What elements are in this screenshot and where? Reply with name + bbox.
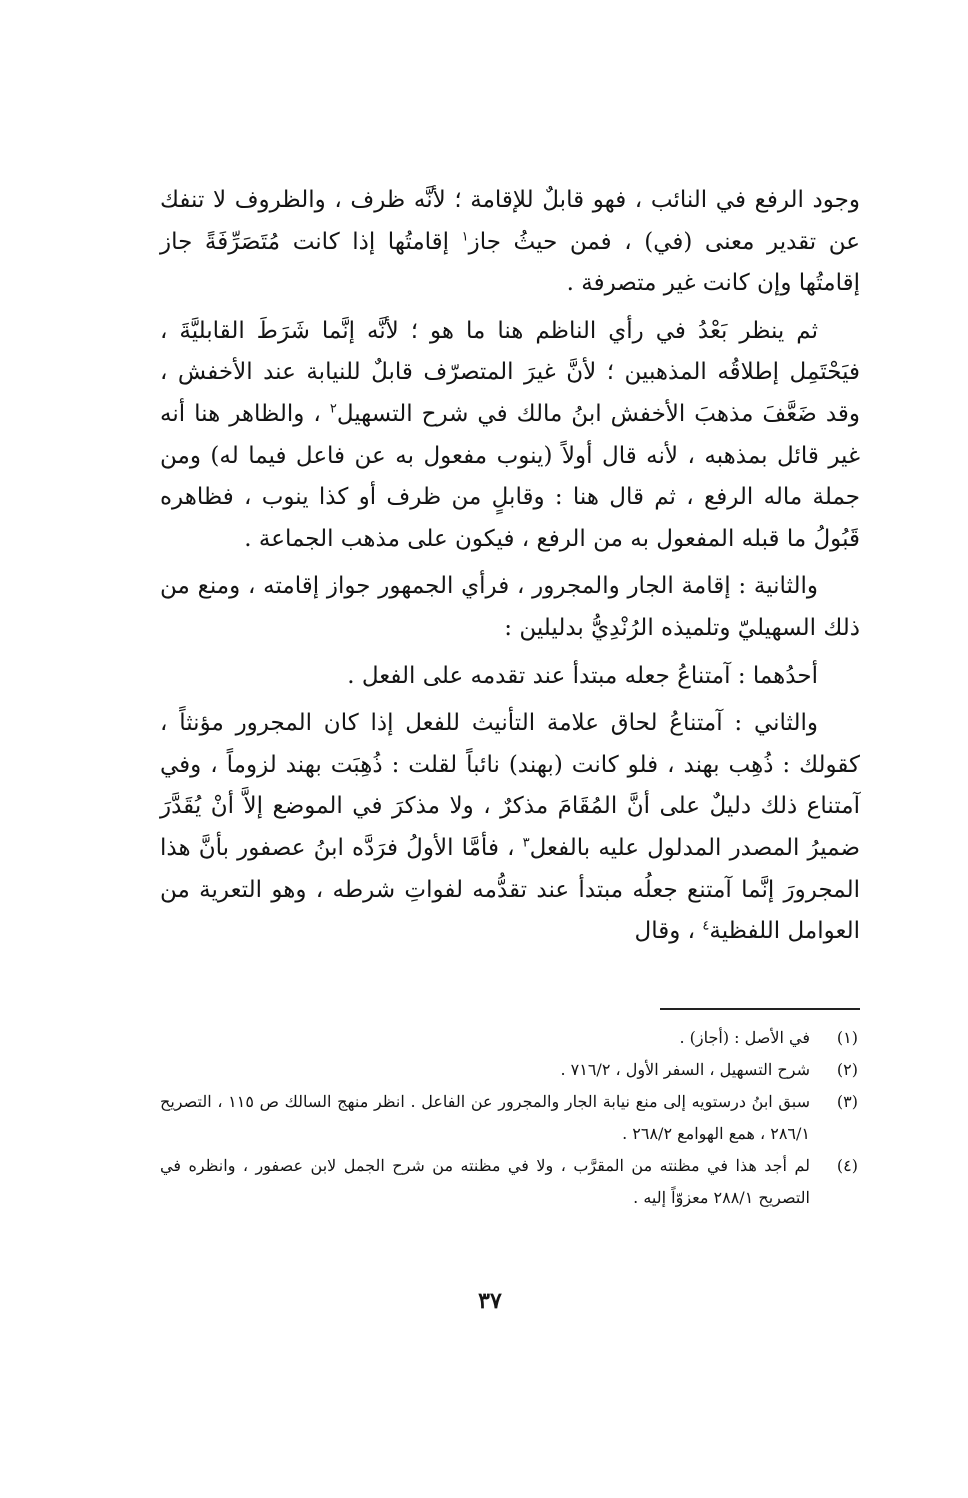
footnote-number: (٤): [836, 1156, 858, 1175]
paragraph-1-end: إقامتُها إذا كانت مُتَصَرِّفَةً جاز إقامتُها وإن كانت غير متصرفة .: [160, 228, 860, 297]
main-text: [160, 180, 860, 959]
footnote-1: [160, 1022, 860, 1054]
footnote-text: في الأصل : (أجاز) .: [679, 1028, 810, 1047]
paragraph-5: [160, 703, 860, 953]
paragraph-2-start: ثم ينظر بَعْدُ في رأي الناظم هنا ما هو ؛ لأنَّه إنَّما شَرَطَ القابليَّةَ ، فيَحْتَمِل إطلاقُه المذهبين ؛ لأنَّ غيرَ المتصرّف قابلٌ للنيابة عند الأخفش ، وقد ضَعَّفَ مذهبَ الأخفش ابنُ مالك في شرح التسهيل: [160, 317, 860, 427]
paragraph-1-start: وجود الرفع في النائب ، فهو قابلٌ للإقامة ؛ لأنَّه ظرف ، والظروف لا تنفك عن تقدير معنى (في) ، فمن حيثُ جاز: [160, 187, 861, 255]
paragraph-5-start: والثاني : آمتناعُ لحاق علامة التأنيث للفعل إذا كان المجرور مؤنثاً ، كقولك : ذُهِب بهند ، فلو كانت (بهند) نائباً لقلت : ذُهِبَت بهند لزوماً ، وفي آمتناع ذلك دليلٌ على أنَّ المُقَامَ مذكرٌ ، ولا مذكرَ في الموضع إلاَّ أنْ يُقَدَّرَ ضميرُ المصدر المدلول عليه بالفعل: [160, 710, 860, 861]
paragraph-1: [160, 180, 860, 305]
footnote-ref-2: ٢: [329, 401, 337, 417]
paragraph-5-end: ، وقال: [634, 918, 696, 945]
footnotes: [160, 1022, 860, 1214]
page-number: ٣٧: [478, 1288, 502, 1314]
footnote-ref-1: ١: [461, 228, 469, 244]
footnote-text: لم أجد هذا في مظنته من المقرَّب ، ولا في مظنته من شرح الجمل لابن عصفور ، وانظره في التصريح ٢٨٨/١ معزوّاً إليه .: [160, 1156, 810, 1207]
paragraph-4: أحدُهما : آمتناعُ جعله مبتدأ عند تقدمه على الفعل .: [347, 662, 818, 689]
paragraph-2-end: ، والظاهر هنا أنه غير قائل بمذهبه ، لأنه قال أولاً (ينوب مفعول به عن فاعل فيما له) ومن جملة ماله الرفع ، ثم قال هنا : وقابلٍ من ظرف أو كذا ينوب ، فظاهره قَبُولُ ما قبله المفعول به من الرفع ، فيكون على مذهب الجماعة .: [160, 400, 860, 552]
paragraph-3: والثانية : إقامة الجار والمجرور ، فرأي الجمهور جواز إقامته ، ومنع من ذلك السهيليّ وتلميذه الرُنْدِيُّ بدليلين :: [160, 573, 860, 641]
footnote-number: (١): [836, 1028, 858, 1047]
paragraph-5-mid: ، فأمَّا الأولُ فرَدَّه ابنُ عصفور بأنَّ هذا المجرورَ إنَّما آمتنع جعلُه مبتدأ عند تقدُّمه لفواتِ شرطه ، وهو التعرية من العوامل اللفظية: [160, 834, 860, 945]
footnote-ref-3: ٣: [522, 835, 530, 851]
footnote-number: (٣): [836, 1092, 858, 1111]
footnote-ref-4: ٤: [702, 918, 710, 934]
footnote-text: سبق ابنُ درستويه إلى منع نيابة الجار والمجرور عن الفاعل . انظر منهج السالك ص ١١٥ ، التصريح ٢٨٦/١ ، همع الهوامع ٢٦٨/٢ .: [160, 1092, 811, 1143]
footnote-4: [160, 1150, 860, 1214]
footnote-divider: [660, 1008, 860, 1010]
footnote-number: (٢): [836, 1060, 858, 1079]
paragraph-2: [160, 311, 860, 561]
footnote-text: شرح التسهيل ، السفر الأول ، ٧١٦/٢ .: [560, 1060, 810, 1079]
footnote-3: [160, 1086, 860, 1150]
footnote-2: [160, 1054, 860, 1086]
